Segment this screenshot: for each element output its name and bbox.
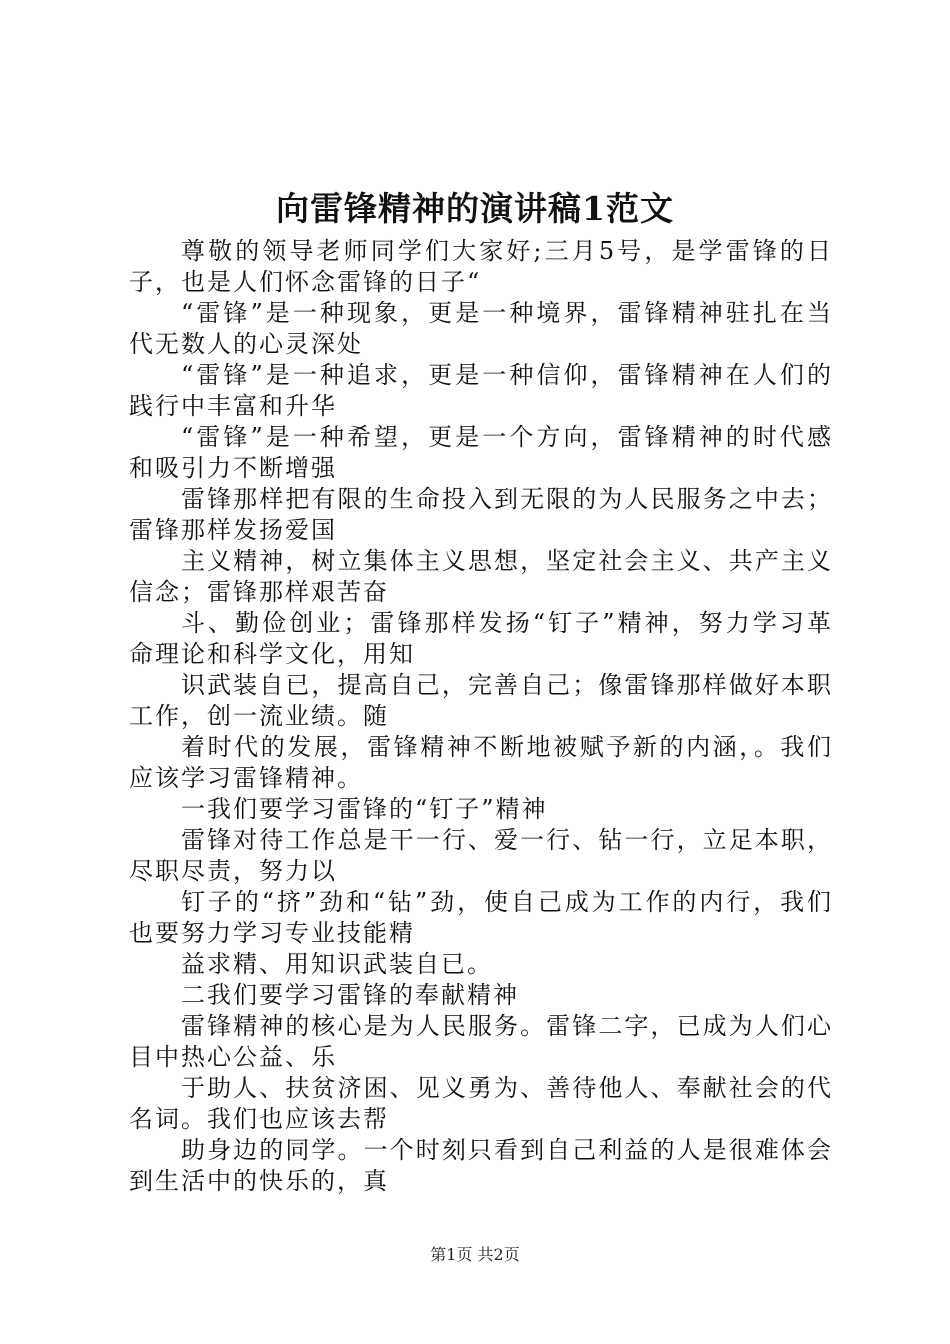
paragraph: 着时代的发展，雷锋精神不断地被赋予新的内涵，。我们应该学习雷锋精神。 — [129, 733, 833, 792]
paragraph: 识武装自已，提高自己，完善自己；像雷锋那样做好本职工作，创一流业绩。随 — [129, 671, 833, 730]
paragraph: “雷锋”是一种追求，更是一种信仰，雷锋精神在人们的践行中丰富和升华 — [129, 361, 833, 420]
paragraph: 助身边的同学。一个时刻只看到自己利益的人是很难体会到生活中的快乐的，真 — [129, 1136, 833, 1195]
paragraph: “雷锋”是一种希望，更是一个方向，雷锋精神的时代感和吸引力不断增强 — [129, 423, 833, 482]
paragraph: 主义精神，树立集体主义思想，坚定社会主义、共产主义信念；雷锋那样艰苦奋 — [129, 547, 833, 606]
section-heading: 一我们要学习雷锋的“钉子”精神 — [181, 795, 548, 823]
paragraph: 于助人、扶贫济困、见义勇为、善待他人、奉献社会的代名词。我们也应该去帮 — [129, 1074, 833, 1133]
section-heading: 二我们要学习雷锋的奉献精神 — [181, 981, 519, 1009]
paragraph: 斗、勤俭创业；雷锋那样发扬“钉子”精神，努力学习革命理论和科学文化，用知 — [129, 609, 833, 668]
paragraph: 尊敬的领导老师同学们大家好;三月5号，是学雷锋的日子，也是人们怀念雷锋的日子“ — [129, 237, 833, 296]
paragraph: 钉子的“挤”劲和“钻”劲，使自己成为工作的内行，我们也要努力学习专业技能精 — [129, 888, 833, 947]
paragraph: 雷锋对待工作总是干一行、爱一行、钻一行，立足本职，尽职尽责，努力以 — [129, 826, 833, 885]
paragraph: 雷锋精神的核心是为人民服务。雷锋二字，已成为人们心目中热心公益、乐 — [129, 1012, 833, 1071]
document-title: 向雷锋精神的演讲稿1范文 — [276, 189, 674, 228]
page-footer: 第1页 共2页 — [430, 1245, 520, 1264]
paragraph: 益求精、用知识武装自已。 — [181, 950, 493, 978]
paragraph: 雷锋那样把有限的生命投入到无限的为人民服务之中去；雷锋那样发扬爱国 — [129, 485, 833, 544]
document-body — [129, 236, 833, 1197]
paragraph: “雷锋”是一种现象，更是一种境界，雷锋精神驻扎在当代无数人的心灵深处 — [129, 299, 833, 358]
